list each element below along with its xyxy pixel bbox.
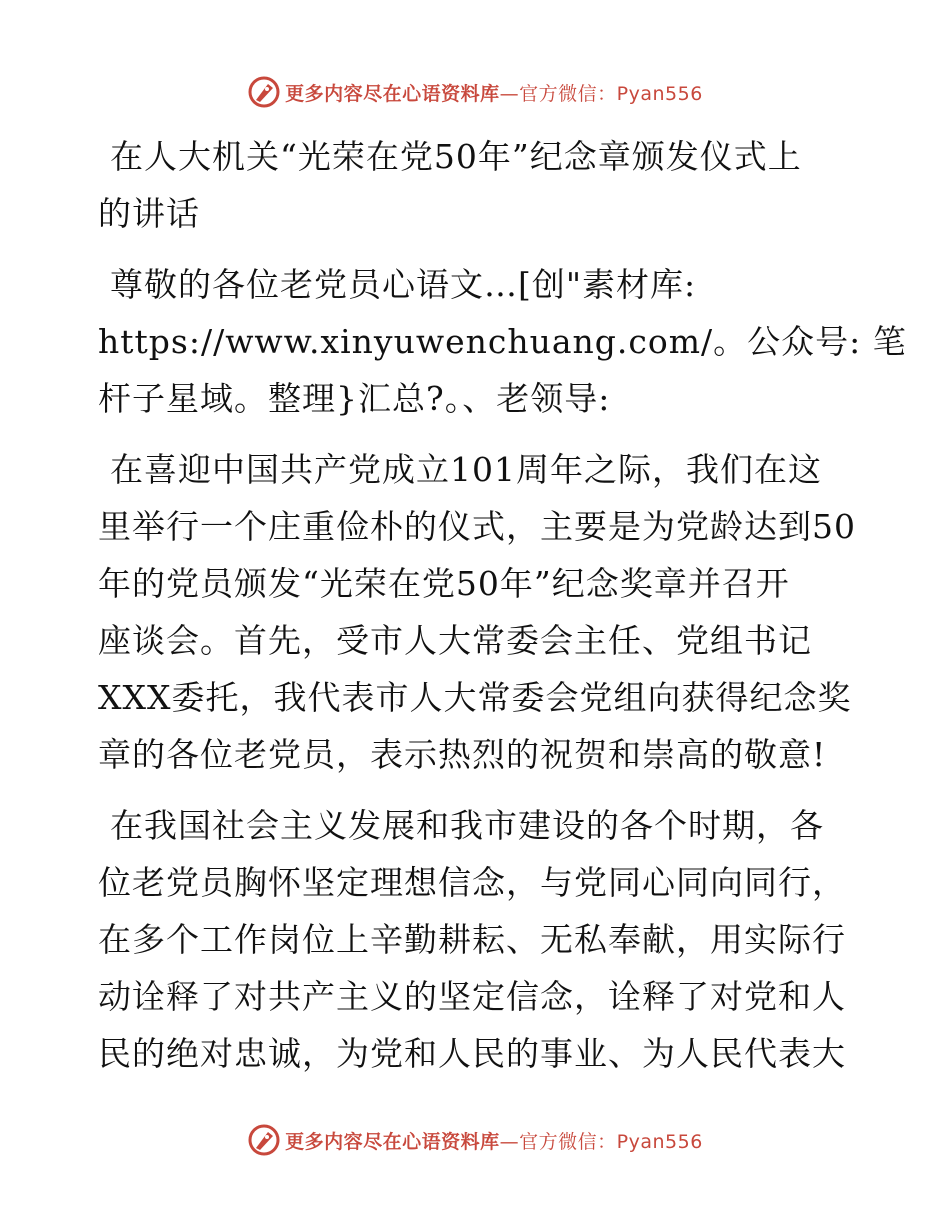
watermark-site: 更多内容尽在心语资料库 xyxy=(285,82,500,105)
paragraph-line: 年的党员颁发“光荣在党50年”纪念奖章并召开 xyxy=(98,564,790,603)
footer-watermark xyxy=(0,1120,950,1160)
paragraph-line: 位老党员胸怀坚定理想信念，与党同心同向同行， xyxy=(98,863,846,902)
paragraph-opening xyxy=(98,441,868,783)
title-line: 的讲话 xyxy=(98,194,200,233)
watermark-contact: 官方微信：Pyan556 xyxy=(519,1130,703,1153)
watermark-dash: — xyxy=(499,1130,520,1153)
paragraph-line: 里举行一个庄重俭朴的仪式，主要是为党龄达到50 xyxy=(98,507,856,546)
watermark-site: 更多内容尽在心语资料库 xyxy=(285,1130,500,1153)
paragraph-line: 章的各位老党员，表示热烈的祝贺和崇高的敬意! xyxy=(98,735,827,774)
paragraph-line: 座谈会。首先，受市人大常委会主任、党组书记 xyxy=(98,621,812,660)
paragraph-line: 在多个工作岗位上辛勤耕耘、无私奉献，用实际行 xyxy=(98,920,846,959)
title-line: 在人大机关“光荣在党50年”纪念章颁发仪式上 xyxy=(110,137,802,176)
paragraph-line: 尊敬的各位老党员心语文…[创"素材库: xyxy=(110,265,697,304)
paragraph-line: 杆子星域。整理}汇总?。、老领导: xyxy=(98,379,611,418)
watermark-dash: — xyxy=(499,82,520,105)
paragraph-line: 动诠释了对共产主义的坚定信念，诠释了对党和人 xyxy=(98,977,846,1016)
document-title xyxy=(98,128,868,242)
pen-nib-logo-icon xyxy=(247,1123,281,1157)
pen-nib-logo-icon xyxy=(247,75,281,109)
paragraph-tribute xyxy=(98,797,868,1082)
paragraph-line: 在喜迎中国共产党成立101周年之际，我们在这 xyxy=(110,450,822,489)
paragraph-line: 民的绝对忠诚，为党和人民的事业、为人民代表大 xyxy=(98,1034,846,1073)
paragraph-line: https://www.xinyuwenchuang.com/。公众号: 笔 xyxy=(98,322,907,361)
watermark-text xyxy=(285,79,703,106)
paragraph-line: 在我国社会主义发展和我市建设的各个时期，各 xyxy=(110,806,824,845)
header-watermark xyxy=(0,72,950,112)
watermark-text xyxy=(285,1127,703,1154)
watermark-contact: 官方微信：Pyan556 xyxy=(519,82,703,105)
paragraph-line: XXX委托，我代表市人大常委会党组向获得纪念奖 xyxy=(98,678,852,717)
document-body xyxy=(98,128,907,1090)
paragraph-salutation xyxy=(98,256,907,427)
